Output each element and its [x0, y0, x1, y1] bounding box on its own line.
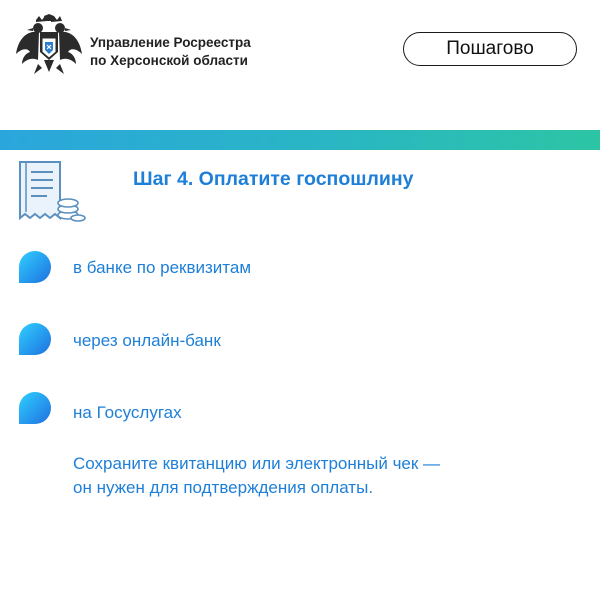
double-headed-eagle-icon — [14, 14, 84, 84]
receipt-coins-icon — [16, 160, 86, 226]
step-by-step-badge: Пошагово — [403, 32, 577, 66]
list-item: через онлайн-банк — [73, 331, 221, 350]
speech-bubble-icon — [18, 250, 52, 284]
gradient-divider — [0, 130, 600, 150]
note-text — [73, 452, 440, 500]
organization-name — [90, 34, 251, 70]
organization-name-line2: по Херсонской области — [90, 53, 248, 68]
header — [0, 0, 600, 130]
list-item: в банке по реквизитам — [73, 258, 252, 277]
speech-bubble-icon — [18, 391, 52, 425]
organization-name-line1: Управление Росреестра — [90, 35, 251, 50]
speech-bubble-icon — [18, 322, 52, 356]
step-title: Шаг 4. Оплатите госпошлину — [133, 168, 414, 190]
note-line2: он нужен для подтверждения оплаты. — [73, 478, 374, 497]
list-item: на Госуслугах — [73, 403, 182, 422]
note-line1: Сохраните квитанцию или электронный чек — — [73, 454, 441, 473]
